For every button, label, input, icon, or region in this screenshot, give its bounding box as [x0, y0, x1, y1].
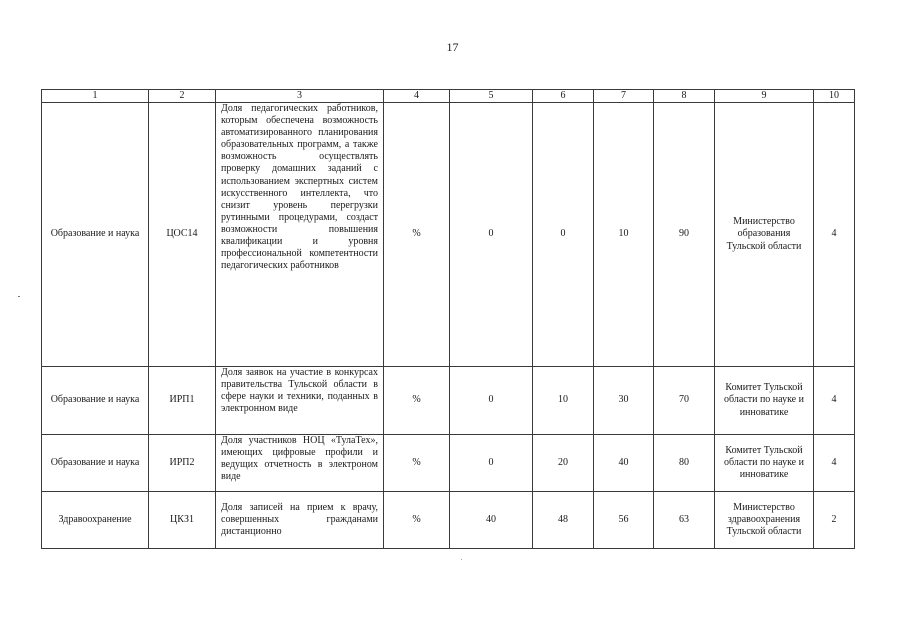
value-cell: 0	[450, 435, 533, 492]
code-cell: ЦКЗ1	[149, 492, 216, 549]
header-row	[42, 90, 855, 103]
value-cell: 0	[533, 103, 594, 367]
table-row	[42, 435, 855, 492]
description-cell: Доля участников НОЦ «ТулаТех», имеющих цифровые профили и ведущих отчетность в электроном виде	[216, 435, 384, 492]
value-cell: 90	[654, 103, 715, 367]
table-row	[42, 103, 855, 367]
page-number: 17	[446, 40, 459, 54]
header-cell: 3	[216, 90, 384, 103]
value-cell: 4	[814, 367, 855, 435]
header-cell: 10	[814, 90, 855, 103]
table-row	[42, 492, 855, 549]
sphere-cell: Образование и наука	[42, 435, 149, 492]
value-cell: 10	[533, 367, 594, 435]
value-cell: 10	[594, 103, 654, 367]
responsible-cell: Министерство образования Тульской области	[715, 103, 814, 367]
margin-mark	[18, 296, 20, 297]
header-cell: 2	[149, 90, 216, 103]
description-cell: Доля заявок на участие в конкурсах правительства Тульской области в сфере науки и техники, поданных в электронном виде	[216, 367, 384, 435]
value-cell: 2	[814, 492, 855, 549]
value-cell: 30	[594, 367, 654, 435]
value-cell: 63	[654, 492, 715, 549]
value-cell: 70	[654, 367, 715, 435]
responsible-cell: Министерство здравоохранения Тульской области	[715, 492, 814, 549]
sphere-cell: Здравоохранение	[42, 492, 149, 549]
sphere-cell: Образование и наука	[42, 367, 149, 435]
unit-cell: %	[384, 435, 450, 492]
value-cell: 80	[654, 435, 715, 492]
header-cell: 4	[384, 90, 450, 103]
responsible-cell: Комитет Тульской области по науке и инноватике	[715, 367, 814, 435]
code-cell: ИРП2	[149, 435, 216, 492]
value-cell: 4	[814, 103, 855, 367]
value-cell: 40	[450, 492, 533, 549]
value-cell: 40	[594, 435, 654, 492]
value-cell: 0	[450, 103, 533, 367]
code-cell: ЦОС14	[149, 103, 216, 367]
code-cell: ИРП1	[149, 367, 216, 435]
unit-cell: %	[384, 367, 450, 435]
unit-cell: %	[384, 103, 450, 367]
margin-mark	[461, 559, 462, 560]
header-cell: 5	[450, 90, 533, 103]
header-cell: 8	[654, 90, 715, 103]
header-cell: 1	[42, 90, 149, 103]
responsible-cell: Комитет Тульской области по науке и инноватике	[715, 435, 814, 492]
value-cell: 48	[533, 492, 594, 549]
sphere-cell: Образование и наука	[42, 103, 149, 367]
value-cell: 0	[450, 367, 533, 435]
value-cell: 56	[594, 492, 654, 549]
header-cell: 9	[715, 90, 814, 103]
unit-cell: %	[384, 492, 450, 549]
indicators-table	[41, 89, 855, 549]
value-cell: 20	[533, 435, 594, 492]
description-cell: Доля педагогических работников, которым обеспечена возможность автоматизированного планирования образовательных программ, а также возможность осуществлять проверку домашних заданий с использованием экспертных систем искусственного интеллекта, что снизит уровень перегрузки рутинными процедурами, создаст возможности повышения квалификации и уровня профессиональной компетентности педагогических работников	[216, 103, 384, 367]
value-cell: 4	[814, 435, 855, 492]
header-cell: 7	[594, 90, 654, 103]
header-cell: 6	[533, 90, 594, 103]
table-row	[42, 367, 855, 435]
description-cell: Доля записей на прием к врачу, совершенных гражданами дистанционно	[216, 492, 384, 549]
